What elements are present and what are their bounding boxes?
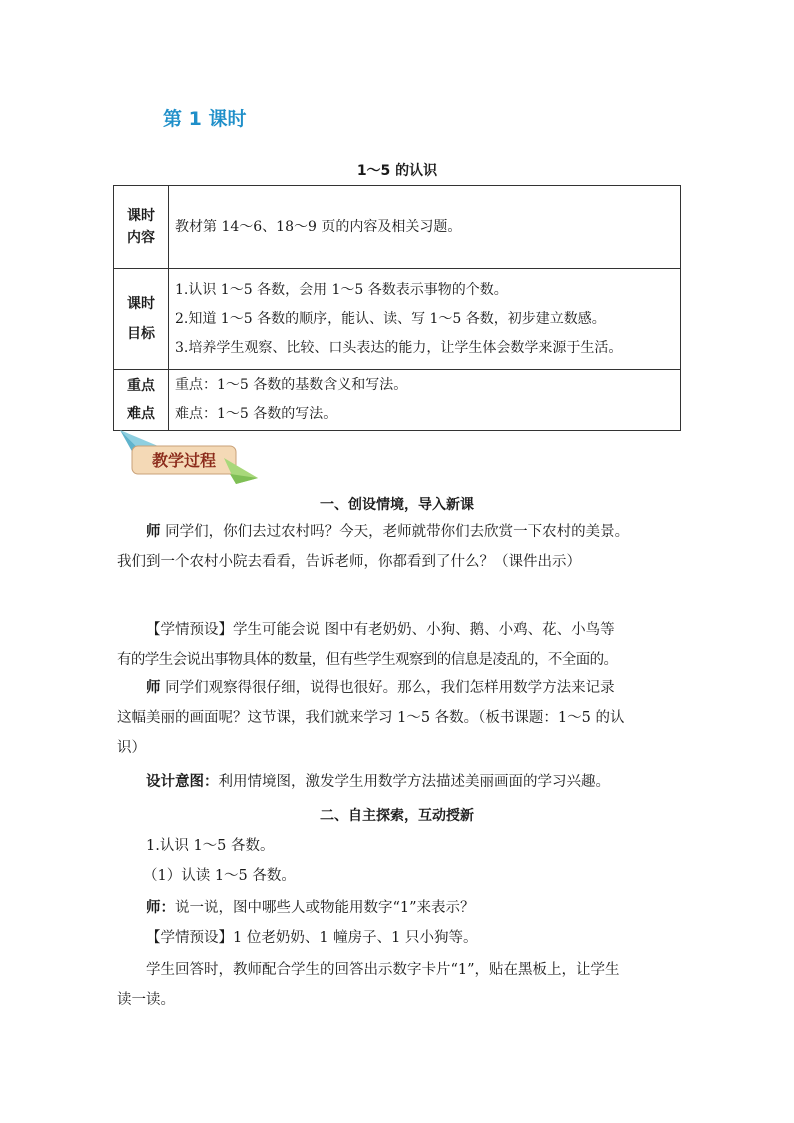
difficult-point: 难点：1～5 各数的写法。 (175, 406, 338, 422)
content-cell (169, 186, 681, 269)
section2-last-paragraph: 学生回答时，教师配合学生的回答出示数字卡片“1”，贴在黑板上，让学生 (146, 962, 620, 978)
section1-paragraph-2-cont: 有的学生会说出事物具体的数量，但有些学生观察到的信息是凌乱的，不全面的。 (117, 652, 618, 668)
topic-title: 1～5 的认识 (356, 163, 438, 179)
goals-cell (169, 269, 681, 370)
section2-item-1-sub: （1）认读 1～5 各数。 (143, 868, 296, 884)
teacher-question-text: 说一说，图中哪些人或物能用数字“1”来表示？ (175, 900, 475, 916)
paragraph-text: 同学们，你们去过农村吗？今天，老师就带你们去欣赏一下农村的美景。 (160, 524, 630, 540)
section1-paragraph-3-cont: 这幅美丽的画面呢？这节课，我们就来学习 1～5 各数。（板书课题：1～5 的认 (117, 710, 625, 726)
section1-paragraph-1-cont: 我们到一个农村小院去看看，告诉老师，你都看到了什么？（课件出示） (117, 554, 581, 570)
speaker-label: 师 (146, 524, 161, 540)
section1-paragraph-3-end: 识） (117, 740, 146, 756)
design-intent-label: 设计意图： (146, 774, 219, 790)
banner-text: 教学过程 (151, 451, 217, 470)
content-label (114, 186, 169, 269)
table-row (114, 370, 681, 431)
design-intent (117, 768, 683, 797)
section2-heading: 二、自主探索，互动授新 (320, 808, 474, 824)
content-label-text: 课时 内容 (127, 208, 155, 246)
goal-item: 3.培养学生观察、比较、口头表达的能力，让学生体会数学来源于生活。 (175, 339, 623, 356)
section1-heading: 一、创设情境，导入新课 (320, 497, 474, 513)
table-row (114, 186, 681, 269)
design-intent-text: 利用情境图，激发学生用数学方法描述美丽画面的学习兴趣。 (218, 774, 610, 790)
teacher-label: 师： (146, 900, 175, 916)
section2-last-paragraph-cont: 读一读。 (117, 992, 175, 1008)
lesson-number: 第 1 课时 (163, 108, 247, 130)
paragraph-text: 同学们观察得很仔细，说得也很好。那么，我们怎样用数学方法来记录 (160, 680, 615, 696)
goals-label (114, 269, 169, 370)
section2-item-1: 1.认识 1～5 各数。 (146, 838, 275, 854)
teacher-question (117, 894, 683, 923)
section2-preset: 【学情预设】1 位老奶奶、1 幢房子、1 只小狗等。 (146, 930, 478, 946)
section1-paragraph-1 (117, 518, 683, 547)
goal-item: 2.知道 1～5 各数的顺序，能认、读、写 1～5 各数，初步建立数感。 (175, 310, 606, 327)
goal-item: 1.认识 1～5 各数，会用 1～5 各数表示事物的个数。 (175, 281, 508, 298)
teaching-process-banner (118, 428, 260, 484)
section1-paragraph-2: 【学情预设】学生可能会说 图中有老奶奶、小狗、鹅、小鸡、花、小鸟等 (146, 622, 615, 638)
key-label (114, 370, 169, 431)
key-cell (169, 370, 681, 431)
content-text: 教材第 14～6、18～9 页的内容及相关习题。 (175, 218, 462, 235)
key-label-text: 重点 难点 (127, 378, 155, 422)
goals-label-text: 课时 目标 (127, 296, 155, 342)
key-point: 重点：1～5 各数的基数含义和写法。 (175, 377, 408, 393)
table-row (114, 269, 681, 370)
section1-paragraph-3 (117, 674, 683, 703)
speaker-label: 师 (146, 680, 161, 696)
lesson-info-table (113, 185, 681, 431)
